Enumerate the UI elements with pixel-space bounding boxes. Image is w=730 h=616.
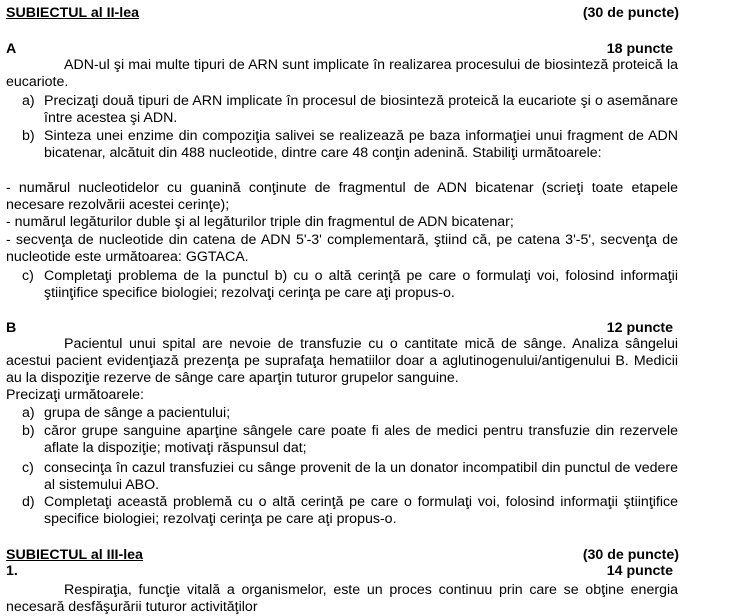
item-label: c) [22,268,34,284]
section-a-b-dash-2: - numărul legăturilor duble şi al legăturilor triple din fragmentul de ADN bicatenar; [6,214,514,230]
section-a-item-a [22,93,678,127]
subiect-2-title: SUBIECTUL al II-lea [6,5,139,21]
subiect-3-header [6,547,679,564]
item-text: Completaţi această problemă cu o altă cerinţă pe care o formulaţi voi, folosind informaţii ştiinţifice specifice biologiei; rezolvaţi cerinţa pe care aţi propus-o. [44,494,678,527]
item-text: Completaţi problema de la punctul b) cu o altă cerinţă pe care o formulaţi voi, folosind informaţii ştiinţifice specifice biologiei; rezolvaţi cerinţa pe care aţi propus-o. [44,268,678,301]
item-text: căror grupe sanguine aparţine sângele care poate fi ales de medici pentru transfuzie din rezervele aflate la dispoziţie; motivaţi răspunsul dat; [44,423,678,456]
section-b-intro: Pacientul unui spital are nevoie de transfuzie cu o cantitate mică de sânge. Analiza sângelui acestui pacient evidenţiază prezenţa pe suprafaţa hematiilor doar a aglutinogenului/antigenului B. Medicii au la dispoziţie rezerve de sânge care aparţin tuturor grupelor sanguine. [6,336,678,386]
item-1-intro-clip [0,582,730,615]
item-text: Sinteza unei enzime din compoziţia salivei se realizează pe baza informaţiei unui fragment de ADN bicatenar, alcătuit din 488 nucleotide, dintre care 48 conţin adenină. Stabiliţi următoarele: [44,128,678,161]
item-1-points: 14 puncte [606,563,673,579]
item-text: grupa de sânge a pacientului; [44,405,231,421]
section-b-item-c [22,460,678,494]
item-label: c) [22,460,34,476]
item-1-intro: Respiraţia, funcţie vitală a organismelor, este un proces continuu prin care se obţine energia necesară desfăşurării tuturor activităţilor [6,582,678,615]
item-text: consecinţa în cazul transfuziei cu sânge provenit de la un donator incompatibil din punctul de vedere al sistemului ABO. [44,460,678,493]
section-a-b-dash-1: - numărul nucleotidelor cu guanină conţinute de fragmentul de ADN bicatenar (scrieţi toate etapele necesare rezolvării acestei cerinţe); [6,180,678,213]
item-1-label: 1. [6,563,18,579]
subiect-3-title: SUBIECTUL al III-lea [6,547,143,563]
section-b-lead: Precizaţi următoarele: [6,387,144,403]
section-a-item-c [22,268,678,302]
section-a-points: 18 puncte [606,41,673,57]
section-a-label: A [6,41,17,57]
section-b-label: B [6,320,17,336]
item-label: d) [22,494,35,510]
section-b-item-b [22,423,678,457]
section-a-header [6,41,679,58]
item-label: b) [22,128,35,144]
item-text: Precizaţi două tipuri de ARN implicate în procesul de biosinteză proteică la eucariote şi o asemănare între acestea şi ADN. [44,93,678,126]
section-b-item-a [22,405,678,422]
subiect-2-points: (30 de puncte) [582,5,679,21]
subiect-2-header [6,5,679,22]
subiect-3-points: (30 de puncte) [582,547,679,563]
item-label: a) [22,405,35,421]
item-label: b) [22,423,35,439]
item-1-header [6,563,679,580]
section-a-b-dash-3: - secvenţa de nucleotide din catena de ADN 5'-3' complementară, ştiind că, pe catena 3'-5', secvenţa de nucleotide este următoarea: GGTACA. [6,232,678,265]
item-label: a) [22,93,35,109]
section-b-item-d [22,494,678,528]
section-a-intro: ADN-ul şi mai multe tipuri de ARN sunt implicate în realizarea procesului de biosinteză proteică la eucariote. [6,57,678,90]
section-b-points: 12 puncte [606,320,673,336]
section-b-header [6,320,679,337]
section-a-item-b [22,128,678,162]
